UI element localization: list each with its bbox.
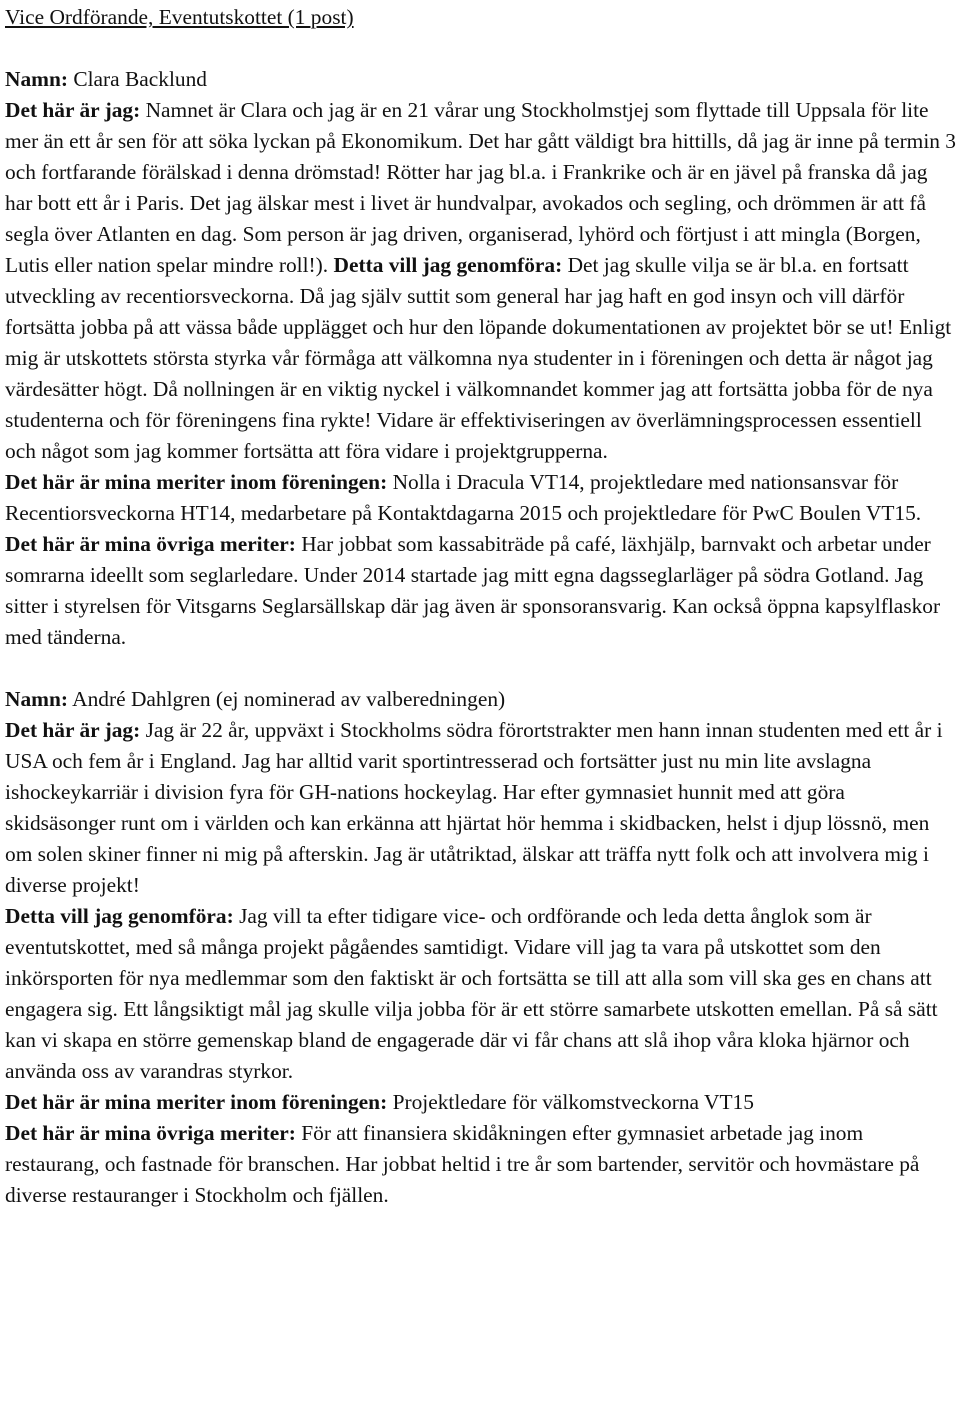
candidate-about	[5, 95, 956, 467]
about-label: Det här är jag:	[5, 98, 141, 122]
about-label: Det här är jag:	[5, 718, 141, 742]
candidate-about	[5, 715, 956, 901]
candidate-merits-association	[5, 467, 956, 529]
merits-association-label: Det här är mina meriter inom föreningen:	[5, 470, 388, 494]
candidate-1	[5, 64, 956, 653]
candidate-merits-other	[5, 529, 956, 653]
merits-other-label: Det här är mina övriga meriter:	[5, 532, 296, 556]
candidate-name	[5, 64, 956, 95]
merits-other-label: Det här är mina övriga meriter:	[5, 1121, 296, 1145]
name-value: André Dahlgren (ej nominerad av valberedningen)	[72, 687, 506, 711]
name-label: Namn:	[5, 67, 68, 91]
goals-text: Jag vill ta efter tidigare vice- och ordförande och leda detta ånglok som är eventutskottet, med så många projekt pågåendes samtidigt. Vidare vill jag ta vara på utskottet som den inkörsporten för nya medlemmar som den faktiskt är och fortsätta se till att alla som vill ska ges en chans att engagera sig. Ett långsiktigt mål jag skulle vilja jobba för är ett större samarbete utskotten emellan. På så sätt kan vi skapa en större gemenskap bland de engagerade där vi får chans att slå ihop våra kloka hjärnor och använda oss av varandras styrkor.	[5, 904, 938, 1083]
merits-association-text: Projektledare för välkomstveckorna VT15	[392, 1090, 754, 1114]
merits-other-text: Har jobbat som kassabiträde på café, läxhjälp, barnvakt och arbetar under somrarna ideellt som seglarledare. Under 2014 startade jag mitt egna dagsseglarläger på södra Gotland. Jag sitter i styrelsen för Vitsgarns Seglarsällskap där jag även är sponsoransvarig. Kan också öppna kapsylflaskor med tänderna.	[5, 532, 941, 649]
about-text: Namnet är Clara och jag är en 21 vårar ung Stockholmstjej som flyttade till Uppsala för lite mer än ett år sen för att söka lyckan på Ekonomikum. Det har gått väldigt bra hittills, då jag är inne på termin 3 och fortfarande förälskad i denna drömstad! Rötter har jag bl.a. i Frankrike och är en jävel på franska då jag har bott ett år i Paris. Det jag älskar mest i livet är hundvalpar, avokados och segling, och drömmen är att få segla över Atlanten en dag. Som person är jag driven, organiserad, lyhörd och förtjust i att mingla (Borgen, Lutis eller nation spelar mindre roll!).	[5, 98, 957, 277]
goals-text: Det jag skulle vilja se är bl.a. en fortsatt utveckling av recentiorsveckorna. Då jag själv suttit som general har jag haft en god insyn och vill därför fortsätta jobba på att vässa både upplägget och hur den löpande dokumentationen av projektet bör se ut! Enligt mig är utskottets största styrka vår förmåga att välkomna nya studenter in i föreningen och detta är något jag värdesätter högt. Då nollningen är en viktig nyckel i välkomnandet kommer jag att fortsätta jobba för de nya studenterna och för föreningens fina rykte! Vidare är effektiviseringen av överlämningsprocessen essentiell och något som jag kommer fortsätta att föra vidare i projektgrupperna.	[5, 253, 952, 463]
candidate-goals	[5, 901, 956, 1087]
merits-association-label: Det här är mina meriter inom föreningen:	[5, 1090, 388, 1114]
section-title: Vice Ordförande, Eventutskottet (1 post)	[5, 5, 354, 29]
goals-label: Detta vill jag genomföra:	[333, 253, 563, 277]
candidate-merits-other	[5, 1118, 956, 1211]
merits-association-text: Nolla i Dracula VT14, projektledare med nationsansvar för Recentiorsveckorna HT14, medarbetare på Kontaktdagarna 2015 och projektledare för PwC Boulen VT15.	[5, 470, 922, 525]
about-text: Jag är 22 år, uppväxt i Stockholms södra förortstrakter men hann innan studenten med ett år i USA och fem år i England. Jag har alltid varit sportintresserad och fortsätter just nu min lite avslagna ishockeykarriär i division fyra för GH-nations hockeylag. Har efter gymnasiet hunnit med att göra skidsäsonger runt om i världen och kan erkänna att hjärtat hör hemma i skidbacken, helst i djup lössnö, men om solen skiner finner ni mig på afterskin. Jag är utåtriktad, älskar att träffa nytt folk och att involvera mig i diverse projekt!	[5, 718, 943, 897]
name-label: Namn:	[5, 687, 68, 711]
candidate-merits-association	[5, 1087, 956, 1118]
merits-other-text: För att finansiera skidåkningen efter gymnasiet arbetade jag inom restaurang, och fastnade för branschen. Har jobbat heltid i tre år som bartender, servitör och hovmästare på diverse restauranger i Stockholm och fjällen.	[5, 1121, 920, 1207]
goals-label: Detta vill jag genomföra:	[5, 904, 234, 928]
candidate-name	[5, 684, 956, 715]
name-value: Clara Backlund	[73, 67, 207, 91]
candidate-2	[5, 684, 956, 1211]
